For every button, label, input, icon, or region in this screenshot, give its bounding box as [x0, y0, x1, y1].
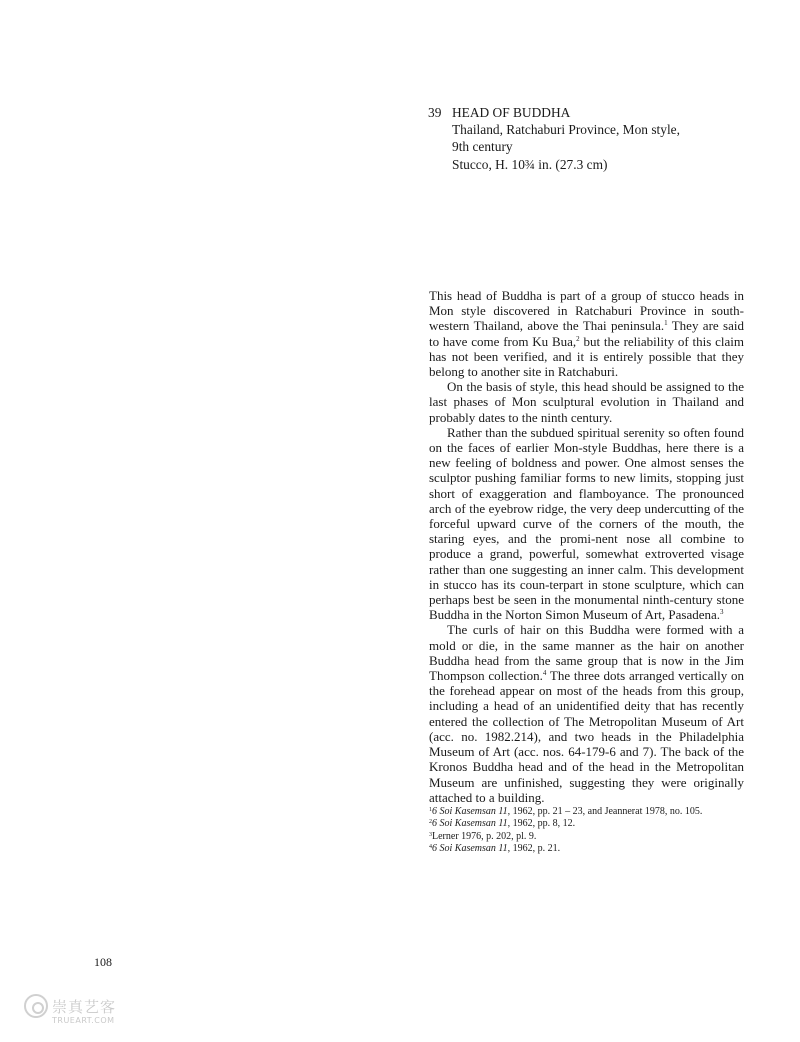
entry-number: 39 — [428, 105, 442, 120]
paragraph: On the basis of style, this head should be assigned to the last phases of Mon sculptural evolution in Thailand and probably dates to the ninth century. — [429, 379, 744, 425]
watermark-text: 崇真艺客 — [52, 998, 117, 1016]
footnote-ref: 2 — [576, 334, 580, 343]
catalog-entry-heading — [428, 104, 680, 173]
footnote-ref: 4 — [542, 669, 547, 678]
watermark-subtext: TRUEART.COM — [52, 1016, 115, 1025]
entry-title: HEAD OF BUDDHA — [452, 105, 571, 120]
footnote: $^3$Lerner 1976, p. 202, pl. 9. — [429, 830, 537, 842]
footnote-ref: 3 — [720, 608, 724, 617]
paragraph: The curls of hair on this Buddha were formed with a mold or die, in the same manner as the hair on another Buddha head from the same group that is now in the Jim Thompson collection.$^4$ The three dots arranged vertically on the forehead appear on most of the heads from this group, including a head of an unidentified deity that has recently entered the collection of The Metropolitan Museum of Art (acc. no. 1982.214), and two heads in the Philadelphia Museum of Art (acc. nos. 64-179-6 and 7). The back of the Kronos Buddha head and of the head in the Metropolitan Museum are unfinished, suggesting they were originally attached to a building. — [429, 622, 745, 805]
watermark-logo-icon — [24, 994, 48, 1018]
footnotes — [429, 806, 759, 856]
footnote-ref: 1 — [664, 319, 668, 328]
page-number: 108 — [94, 955, 112, 969]
paragraph: This head of Buddha is part of a group of stucco heads in Mon style discovered in Ratchaburi Province in south-western Thailand, above the Thai peninsula.$^1$ They are said to have come from Ku Bua,$^2$ but the reliability of this claim has not been verified, and it is entirely possible that they belong to another site in Ratchaburi. — [429, 288, 744, 380]
essay-body — [429, 288, 744, 805]
entry-title-row — [428, 104, 680, 121]
footnote: $^4$6 Soi Kasemsan 11, 1962, p. 21. — [429, 843, 561, 855]
entry-date-line: 9th century — [452, 139, 513, 155]
entry-provenance-line: Thailand, Ratchaburi Province, Mon style, — [452, 122, 680, 138]
footnote: $^2$6 Soi Kasemsan 11, 1962, pp. 8, 12. — [429, 818, 576, 830]
entry-medium-line: Stucco, H. 10¾ in. (27.3 cm) — [452, 156, 608, 172]
footnote: $^1$6 Soi Kasemsan 11, 1962, pp. 21 – 23, and Jeannerat 1978, no. 105. — [429, 806, 703, 817]
paragraph: Rather than the subdued spiritual serenity so often found on the faces of earlier Mon-style Buddhas, here there is a new feeling of boldness and power. One almost senses the sculptor pushing familiar forms to new limits, stopping just short of exaggeration and flamboyance. The pronounced arch of the eyebrow ridge, the very deep undercutting of the forceful upward curve of the corners of the mouth, the staring eyes, and the promi-nent nose all combine to produce a grand, powerful, somewhat extroverted visage rather than one suggesting an inner calm. This development in stucco has its coun-terpart in stone sculpture, which can perhaps best be seen in the monumental ninth-century stone Buddha in the Norton Simon Museum of Art, Pasadena.$^3$ — [429, 424, 744, 623]
watermark — [24, 994, 134, 1028]
